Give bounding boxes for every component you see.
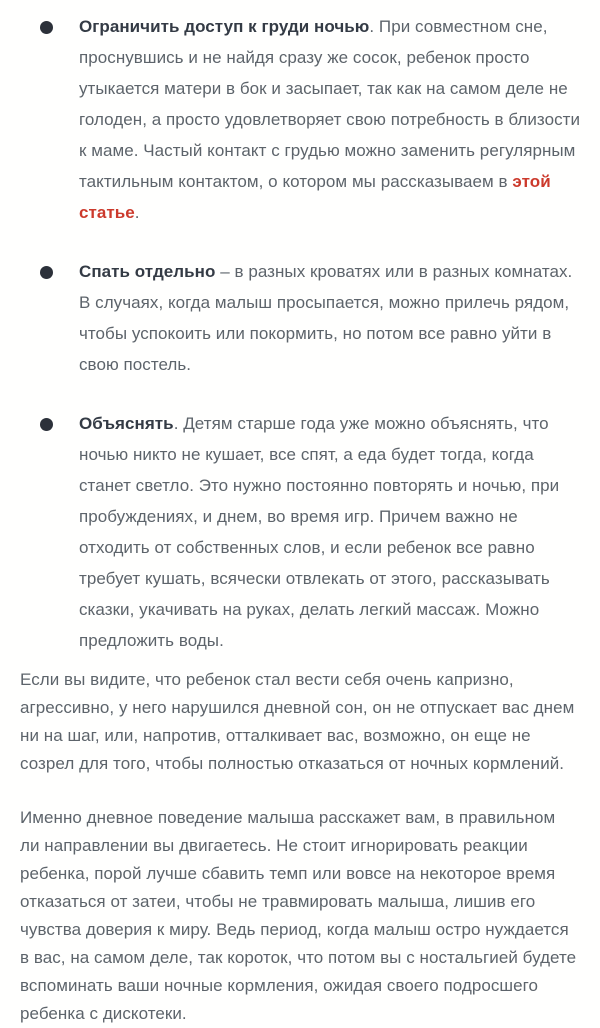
list-item-body: – в разных кроватях или в разных комнатах. В случаях, когда малыш просыпается, можно прилечь рядом, чтобы успокоить или покормить, но потом все равно уйти в свою постель.	[79, 262, 573, 374]
bullet-dot-icon	[40, 21, 53, 34]
list-item-lead-in: Спать отдельно	[79, 262, 216, 281]
list-item	[0, 408, 600, 656]
paragraph: Именно дневное поведение малыша расскажет вам, в правильном ли направлении вы двигаетесь. Не стоит игнорировать реакции ребенка, порой лучше сбавить темп или вовсе на некоторое время отказаться от затеи, чтобы не травмировать малыша, лишив его чувства доверия к миру. Ведь период, когда малыш остро нуждается в вас, на самом деле, так короток, что потом вы с ностальгией будете вспоминать ваши ночные кормления, ожидая своего подросшего ребенка с дискотеки.	[20, 808, 577, 1023]
list-item	[0, 11, 600, 228]
list-item-body: . Детям старше года уже можно объяснять, что ночью никто не кушает, все спят, а еда будет тогда, когда станет светло. Это нужно постоянно повторять и ночью, при пробуждениях, и днем, во время игр. Причем важно не отходить от собственных слов, и если ребенок все равно требует кушать, всячески отвлекать от этого, рассказывать сказки, укачивать на руках, делать легкий массаж. Можно предложить воды.	[79, 414, 560, 650]
list-item-lead-in: Ограничить доступ к груди ночью	[79, 17, 370, 36]
this-article-link[interactable]: этой статье	[79, 172, 551, 222]
bullet-dot-icon	[40, 266, 53, 279]
paragraph: Если вы видите, что ребенок стал вести себя очень капризно, агрессивно, у него нарушился дневной сон, он не отпускает вас днем ни на шаг, или, напротив, отталкивает вас, возможно, он еще не созрел для того, чтобы полностью отказаться от ночных кормлений.	[20, 670, 575, 773]
list-item-body-tail: .	[134, 203, 140, 222]
bullet-dot-icon	[40, 418, 53, 431]
article-body-paragraphs	[0, 656, 600, 1028]
list-item-lead-in: Объяснять	[79, 414, 174, 433]
list-item-body: . При совместном сне, проснувшись и не найдя сразу же сосок, ребенок просто утыкается матери в бок и засыпает, так как на самом деле не голоден, а просто удовлетворяет свою потребность в близости к маме. Частый контакт с грудью можно заменить регулярным тактильным контактом, о котором мы рассказываем в	[79, 17, 581, 191]
list-item	[0, 256, 600, 380]
